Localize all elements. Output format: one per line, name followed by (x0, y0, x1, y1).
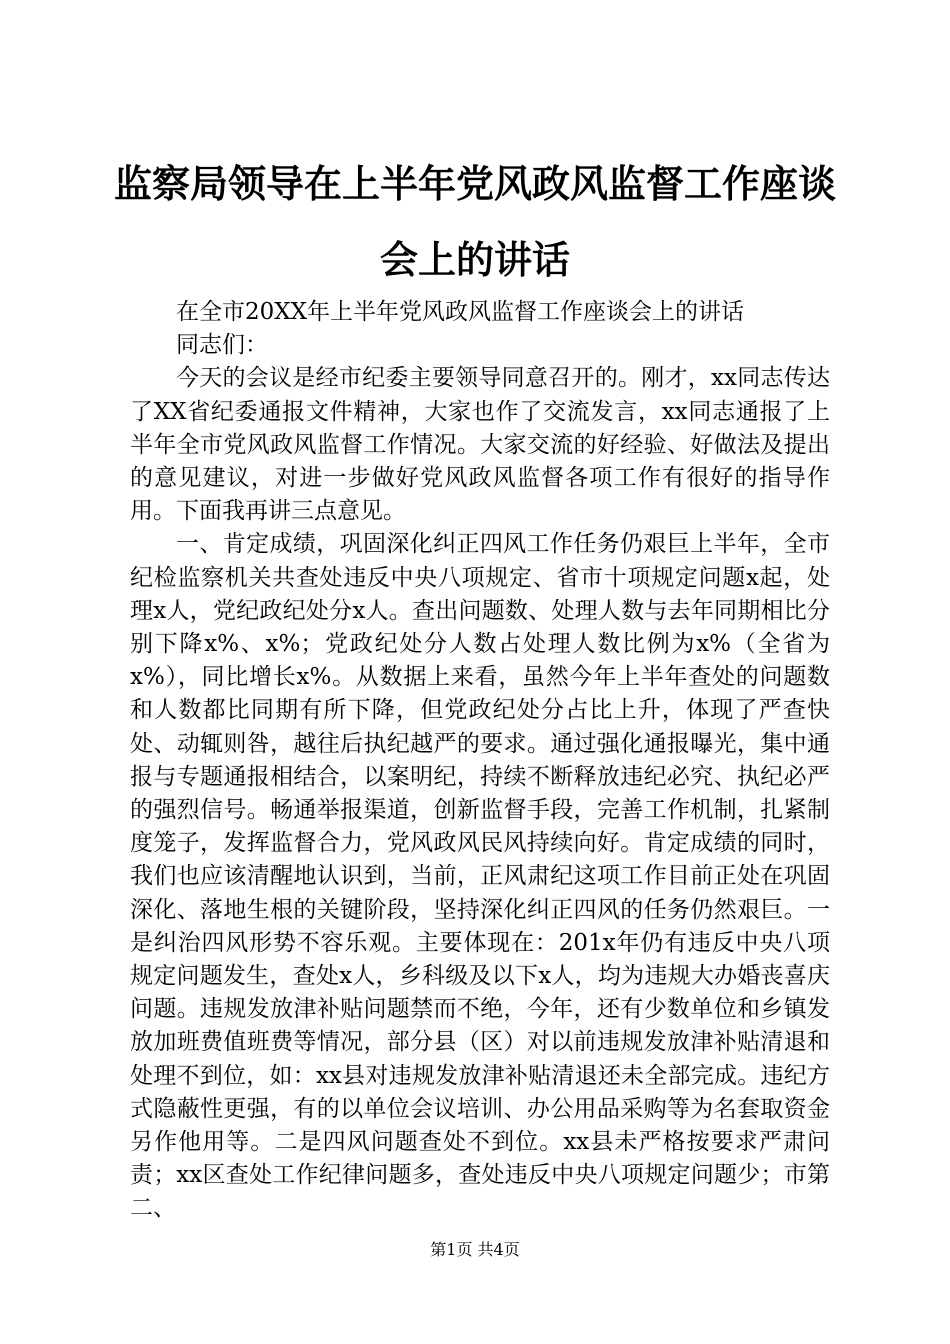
page-number-footer: 第1页 共4页 (430, 1240, 520, 1259)
subtitle-paragraph: 在全市20XX年上半年党风政风监督工作座谈会上的讲话 (176, 299, 745, 325)
document-title: 监察局领导在上半年党风政风监督工作座谈会上的讲话 (113, 161, 836, 282)
section-one-paragraph: 一、肯定成绩，巩固深化纠正四风工作任务仍艰巨上半年，全市纪检监察机关共查处违反中央八项规定、省市十项规定问题x起，处理x人，党纪政纪处分x人。查出问题数、处理人数与去年同期相比分别下降x%、x%；党政纪处分人数占处理人数比例为x%（全省为x%），同比增长x%。从数据上来看，虽然今年上半年查处的问题数和人数都比同期有所下降，但党政纪处分占比上升，体现了严查快处、动辄则咎，越往后执纪越严的要求。通过强化通报曝光，集中通报与专题通报相结合，以案明纪，持续不断释放违纪必究、执纪必严的强烈信号。畅通举报渠道，创新监督手段，完善工作机制，扎紧制度笼子，发挥监督合力，党风政风民风持续向好。肯定成绩的同时，我们也应该清醒地认识到，当前，正风肃纪这项工作目前正处在巩固深化、落地生根的关键阶段，坚持深化纠正四风的任务仍然艰巨。一是纠治四风形势不容乐观。主要体现在：201x年仍有违反中央八项规定问题发生，查处x人，乡科级及以下x人，均为违规大办婚丧喜庆问题。违规发放津补贴问题禁而不绝，今年，还有少数单位和乡镇发放加班费值班费等情况，部分县（区）对以前违规发放津补贴清退和处理不到位，如：xx县对违规发放津补贴清退还未全部完成。违纪方式隐蔽性更强，有的以单位会议培训、办公用品采购等为名套取资金另作他用等。二是四风问题查处不到位。xx县未严格按要求严肃问责；xx区查处工作纪律问题多，查处违反中央八项规定问题少；市第二、 (130, 531, 830, 1222)
intro-paragraph: 今天的会议是经市纪委主要领导同意召开的。刚才，xx同志传达了XX省纪委通报文件精神，大家也作了交流发言，xx同志通报了上半年全市党风政风监督工作情况。大家交流的好经验、好做法及提出的意见建议，对进一步做好党风政风监督各项工作有很好的指导作用。下面我再讲三点意见。 (130, 365, 830, 525)
document-body (130, 296, 830, 1226)
salutation-paragraph: 同志们： (176, 332, 268, 359)
